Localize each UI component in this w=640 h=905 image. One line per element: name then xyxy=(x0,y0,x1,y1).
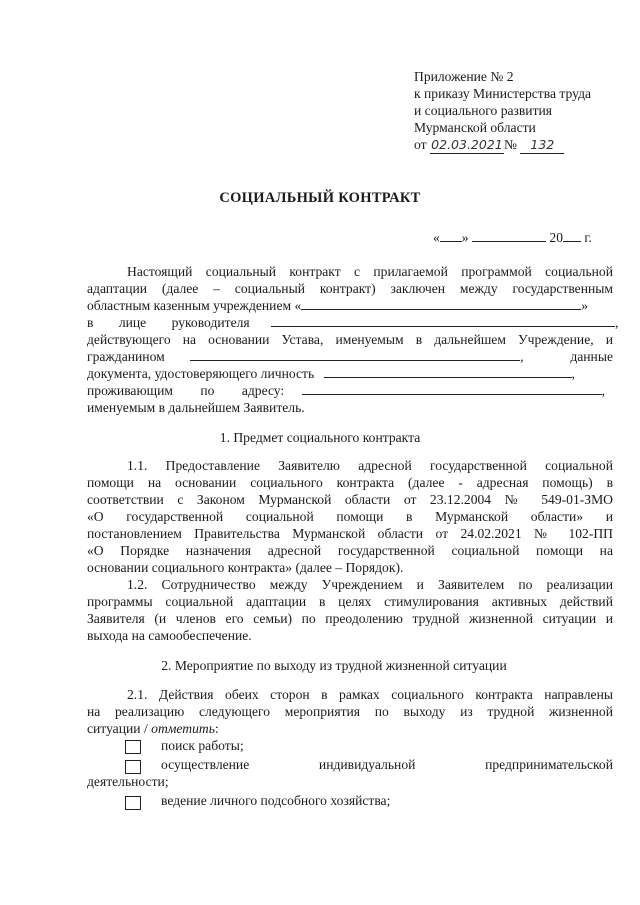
intro-line-8 xyxy=(87,383,613,399)
citizen-label: гражданином xyxy=(87,349,165,364)
id-document-label: документа, удостоверяющего личность xyxy=(87,366,315,381)
order-date-line xyxy=(414,137,564,154)
month-blank[interactable] xyxy=(472,241,546,242)
option-entrepreneurship: осуществление индивидуальной предпринимательской xyxy=(161,757,613,772)
section-1-heading: 1. Предмет социального контракта xyxy=(219,430,421,445)
comma: , xyxy=(571,366,575,381)
number-prefix: № xyxy=(503,137,517,152)
order-number: 132 xyxy=(520,137,564,154)
checkbox-entrepreneurship[interactable] xyxy=(125,760,141,774)
header-line-3: и социального развития xyxy=(414,103,553,118)
intro-line-4 xyxy=(87,315,619,331)
s1-p1-line: соответствии с Законом Мурманской области от 23.12.2004 № 549-01-ЗМО xyxy=(87,492,613,507)
date-prefix: от xyxy=(414,137,427,152)
address-label: проживающим по адресу: xyxy=(87,383,285,398)
address-blank[interactable] xyxy=(302,394,602,395)
option-job-search: поиск работы; xyxy=(161,738,244,753)
s1-p1-line: «О государственной социальной помощи в Мурманской области» и xyxy=(87,509,613,524)
mark-instruction: отметить xyxy=(151,721,215,736)
option-entrepreneurship-cont: деятельности; xyxy=(87,774,169,789)
s2-p1-line-1: 2.1. Действия обеих сторон в рамках социального контракта направлены xyxy=(127,687,613,702)
year-blank[interactable] xyxy=(563,241,581,242)
checkbox-job-search[interactable] xyxy=(125,740,141,754)
s1-p1-line: постановлением Правительства Мурманской области от 24.02.2021 № 102-ПП xyxy=(87,526,613,541)
intro-line-5: действующего на основании Устава, именуемым в дальнейшем Учреждение, и xyxy=(87,332,613,347)
intro-line-9: именуемым в дальнейшем Заявитель. xyxy=(87,400,305,415)
year-suffix: г. xyxy=(584,230,592,245)
s2-p1-line-3 xyxy=(87,721,219,737)
intro-line-7 xyxy=(87,366,613,382)
s1-p2-line: Заявителя (и членов его семьи) по преодолению трудной жизненной ситуации и xyxy=(87,611,613,626)
appendix-number: Приложение № 2 xyxy=(414,69,514,84)
section-2-heading: 2. Мероприятие по выходу из трудной жизненной ситуации xyxy=(161,658,507,673)
s2-p1-line-2: на реализацию следующего мероприятия по выходу из трудной жизненной xyxy=(87,704,613,719)
institution-close-quote: » xyxy=(581,298,589,313)
comma: , xyxy=(520,349,524,364)
colon: : xyxy=(214,721,219,736)
contract-date-line xyxy=(433,230,592,246)
header-line-4: Мурманской области xyxy=(414,120,536,135)
data-label: данные xyxy=(570,349,613,364)
document-title: СОЦИАЛЬНЫЙ КОНТРАКТ xyxy=(219,190,421,206)
date-close-quote: » xyxy=(461,230,469,245)
order-date: 02.03.2021 xyxy=(431,137,503,152)
option-household-farming: ведение личного подсобного хозяйства; xyxy=(161,793,391,808)
s1-p1-line: 1.1. Предоставление Заявителю адресной государственной социальной xyxy=(127,458,613,473)
s1-p2-line: 1.2. Сотрудничество между Учреждением и Заявителем по реализации xyxy=(127,577,613,592)
s1-p1-line: помощи на основании социального контракта (далее - адресная помощь) в xyxy=(87,475,613,490)
s1-p1-line: «О Порядке назначения адресной государственной социальной помощи на xyxy=(87,543,613,558)
citizen-name-blank[interactable] xyxy=(190,360,520,361)
institution-name-blank[interactable] xyxy=(301,309,581,310)
date-open-quote: « xyxy=(433,230,440,245)
header-line-2: к приказу Министерства труда xyxy=(414,86,592,101)
s1-p2-line: выхода на самообеспечение. xyxy=(87,628,252,643)
id-document-blank[interactable] xyxy=(324,377,572,378)
checkbox-household-farming[interactable] xyxy=(125,796,141,810)
s1-p1-line: основании социального контракта» (далее – Порядок). xyxy=(87,560,404,575)
intro-line-1: Настоящий социальный контракт с прилагаемой программой социальной xyxy=(127,264,613,279)
representative-label: в лице руководителя xyxy=(87,315,250,330)
institution-label: областным казенным учреждением « xyxy=(87,298,302,313)
comma: , xyxy=(601,383,606,398)
day-blank[interactable] xyxy=(440,241,462,242)
representative-blank[interactable] xyxy=(271,326,615,327)
year-prefix: 20 xyxy=(549,230,563,245)
intro-line-3 xyxy=(87,298,613,314)
situation-text: ситуации / xyxy=(87,721,148,736)
s1-p2-line: программы социальной адаптации в целях стимулирования активных действий xyxy=(87,594,613,609)
intro-line-6 xyxy=(87,349,613,365)
intro-line-2: адаптации (далее – социальный контракт) заключен между государственным xyxy=(87,281,613,296)
comma: , xyxy=(615,315,619,330)
